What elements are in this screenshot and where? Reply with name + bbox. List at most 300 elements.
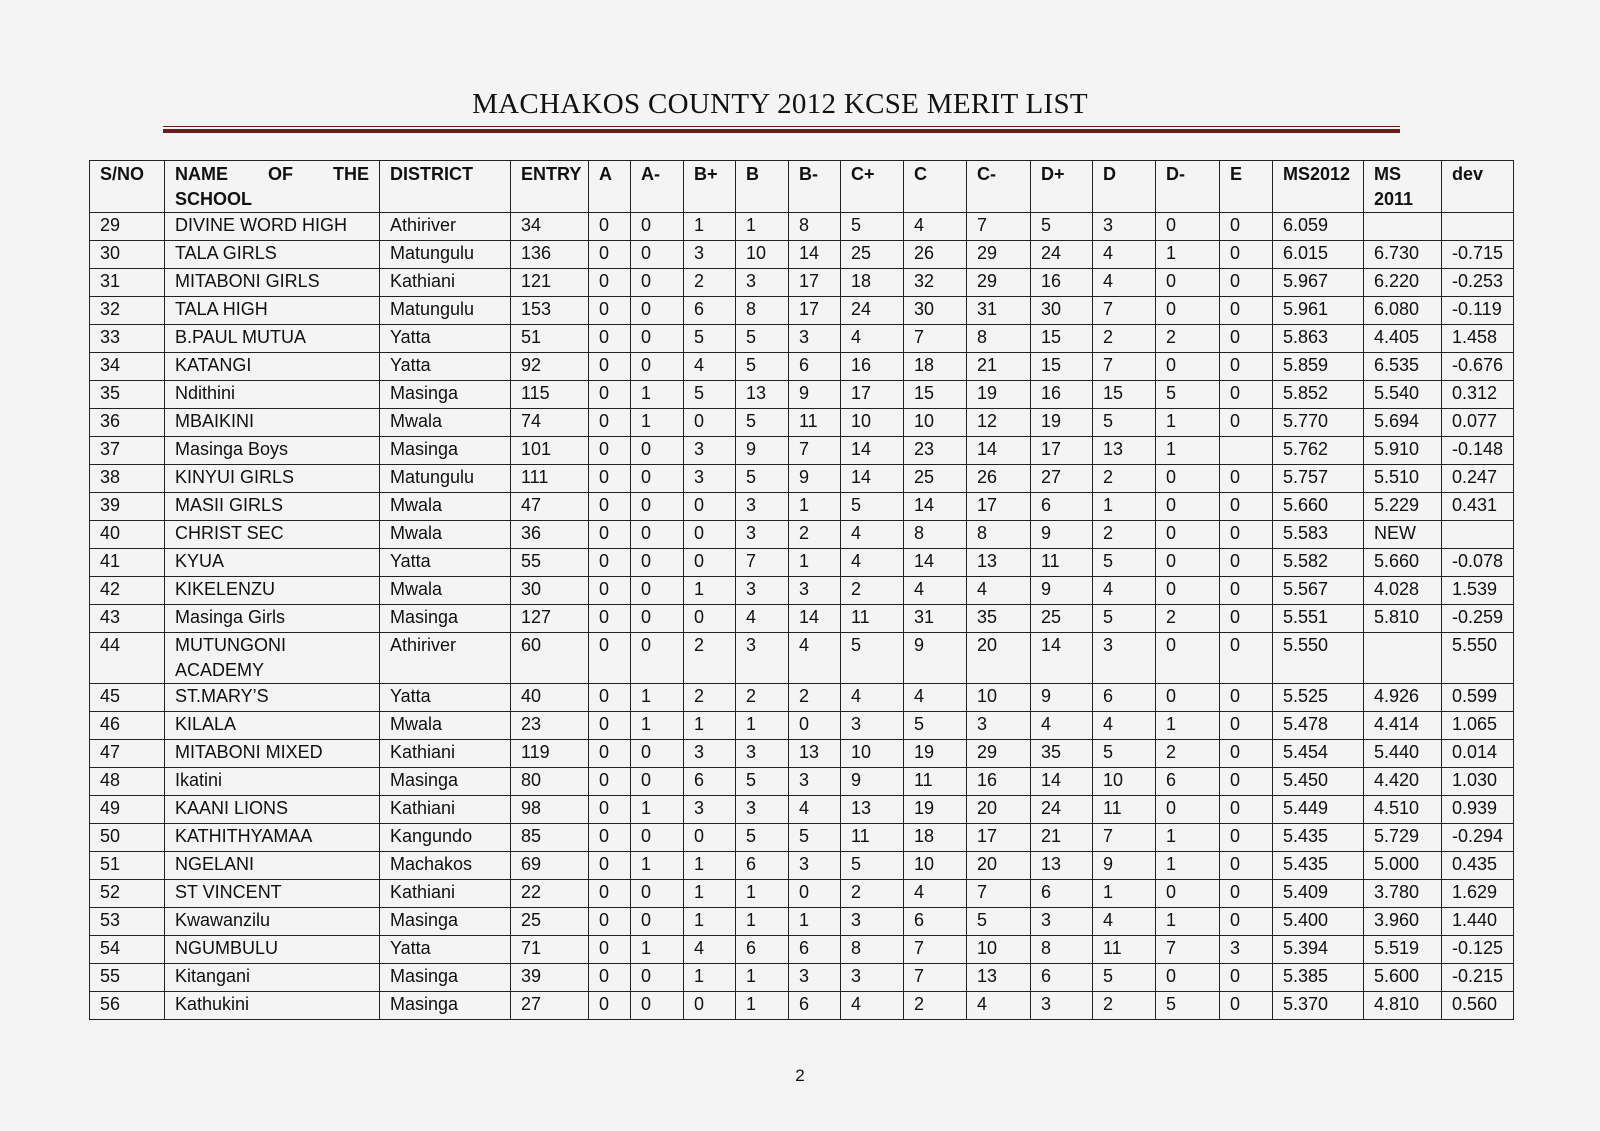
cell-grade-b-minus: 3 [789, 964, 841, 992]
cell-grade-a-minus: 0 [631, 437, 684, 465]
table-row [90, 269, 1514, 297]
cell-ms2011: 3.960 [1364, 908, 1442, 936]
cell-ms2011: 5.694 [1364, 409, 1442, 437]
cell-grade-a: 0 [589, 768, 631, 796]
cell-grade-a: 0 [589, 964, 631, 992]
cell-grade-a: 0 [589, 437, 631, 465]
cell-district: Athiriver [380, 213, 511, 241]
cell-grade-a-minus: 0 [631, 325, 684, 353]
cell-grade-c-minus: 17 [967, 824, 1031, 852]
cell-school-name: KILALA [165, 712, 380, 740]
title-rule-thin [163, 126, 1400, 127]
cell-grade-b-minus: 6 [789, 992, 841, 1020]
cell-grade-b-plus: 0 [684, 992, 736, 1020]
cell-grade-c: 2 [904, 992, 967, 1020]
cell-school-name: NGUMBULU [165, 936, 380, 964]
cell-grade-c-plus: 16 [841, 353, 904, 381]
cell-school-name: MITABONI MIXED [165, 740, 380, 768]
cell-grade-b-plus: 0 [684, 549, 736, 577]
cell-sno: 51 [90, 852, 165, 880]
cell-grade-b-minus: 3 [789, 325, 841, 353]
col-header-name-word-name: NAME [175, 164, 228, 184]
cell-grade-a: 0 [589, 521, 631, 549]
table-row [90, 936, 1514, 964]
cell-grade-c: 6 [904, 908, 967, 936]
table-row [90, 992, 1514, 1020]
table-row [90, 684, 1514, 712]
cell-school-name: Masinga Boys [165, 437, 380, 465]
cell-grade-d-minus: 2 [1156, 325, 1220, 353]
cell-sno: 37 [90, 437, 165, 465]
col-header-dev: dev [1442, 161, 1514, 213]
col-header-entry: ENTRY [511, 161, 589, 213]
cell-entry: 22 [511, 880, 589, 908]
cell-grade-b-minus: 8 [789, 213, 841, 241]
merit-list-body [90, 213, 1514, 1020]
cell-grade-c: 26 [904, 241, 967, 269]
cell-dev: -0.253 [1442, 269, 1514, 297]
cell-grade-d-minus: 1 [1156, 241, 1220, 269]
cell-entry: 127 [511, 605, 589, 633]
table-row [90, 465, 1514, 493]
cell-school-name: KAANI LIONS [165, 796, 380, 824]
cell-ms2012: 5.409 [1273, 880, 1364, 908]
cell-grade-d-plus: 15 [1031, 353, 1093, 381]
cell-entry: 55 [511, 549, 589, 577]
cell-sno: 48 [90, 768, 165, 796]
cell-district: Yatta [380, 353, 511, 381]
cell-grade-b: 3 [736, 577, 789, 605]
cell-ms2012: 5.567 [1273, 577, 1364, 605]
cell-grade-b: 1 [736, 880, 789, 908]
cell-school-name: KINYUI GIRLS [165, 465, 380, 493]
cell-grade-d-plus: 6 [1031, 964, 1093, 992]
cell-grade-e: 0 [1220, 493, 1273, 521]
cell-grade-d: 5 [1093, 740, 1156, 768]
cell-grade-b-minus: 17 [789, 269, 841, 297]
cell-grade-d-plus: 6 [1031, 880, 1093, 908]
col-header-c: C [904, 161, 967, 213]
cell-grade-b: 3 [736, 796, 789, 824]
cell-grade-b: 1 [736, 964, 789, 992]
cell-dev: 1.065 [1442, 712, 1514, 740]
cell-district: Kangundo [380, 824, 511, 852]
cell-grade-a: 0 [589, 297, 631, 325]
cell-grade-c-plus: 11 [841, 824, 904, 852]
cell-grade-b-plus: 4 [684, 353, 736, 381]
cell-grade-d: 7 [1093, 297, 1156, 325]
cell-grade-a-minus: 1 [631, 381, 684, 409]
cell-dev: 1.030 [1442, 768, 1514, 796]
cell-grade-d: 4 [1093, 269, 1156, 297]
cell-school-name: Masinga Girls [165, 605, 380, 633]
cell-grade-d-plus: 16 [1031, 269, 1093, 297]
cell-sno: 55 [90, 964, 165, 992]
cell-sno: 39 [90, 493, 165, 521]
cell-dev: 1.440 [1442, 908, 1514, 936]
cell-grade-c-minus: 10 [967, 936, 1031, 964]
cell-dev: -0.294 [1442, 824, 1514, 852]
cell-grade-c-minus: 31 [967, 297, 1031, 325]
cell-grade-c-plus: 5 [841, 852, 904, 880]
merit-list-table [89, 160, 1514, 1020]
col-header-ms2011: MS 2011 [1364, 161, 1442, 213]
cell-entry: 51 [511, 325, 589, 353]
cell-ms2012: 5.450 [1273, 768, 1364, 796]
cell-grade-d-plus: 9 [1031, 521, 1093, 549]
cell-ms2011: 5.540 [1364, 381, 1442, 409]
cell-sno: 56 [90, 992, 165, 1020]
cell-grade-b: 3 [736, 740, 789, 768]
cell-grade-c-minus: 8 [967, 521, 1031, 549]
cell-grade-b-plus: 3 [684, 740, 736, 768]
cell-grade-c-plus: 18 [841, 269, 904, 297]
cell-district: Mwala [380, 493, 511, 521]
cell-ms2012: 5.859 [1273, 353, 1364, 381]
cell-district: Masinga [380, 992, 511, 1020]
cell-sno: 33 [90, 325, 165, 353]
cell-grade-c-plus: 4 [841, 549, 904, 577]
cell-grade-d-plus: 3 [1031, 992, 1093, 1020]
cell-grade-d-minus: 2 [1156, 740, 1220, 768]
cell-grade-d-plus: 11 [1031, 549, 1093, 577]
cell-school-name: TALA HIGH [165, 297, 380, 325]
cell-grade-b-plus: 0 [684, 409, 736, 437]
cell-ms2011: 4.510 [1364, 796, 1442, 824]
cell-grade-d-minus: 0 [1156, 880, 1220, 908]
cell-grade-a-minus: 0 [631, 880, 684, 908]
cell-sno: 41 [90, 549, 165, 577]
cell-grade-c-plus: 14 [841, 437, 904, 465]
cell-grade-b: 3 [736, 269, 789, 297]
cell-grade-e: 0 [1220, 381, 1273, 409]
cell-grade-b-minus: 9 [789, 381, 841, 409]
cell-grade-a-minus: 1 [631, 409, 684, 437]
cell-grade-e: 0 [1220, 908, 1273, 936]
cell-ms2012: 5.582 [1273, 549, 1364, 577]
cell-grade-a: 0 [589, 381, 631, 409]
cell-grade-b-plus: 1 [684, 577, 736, 605]
cell-grade-c-plus: 2 [841, 577, 904, 605]
cell-grade-d: 13 [1093, 437, 1156, 465]
cell-dev: 1.629 [1442, 880, 1514, 908]
cell-grade-b: 5 [736, 409, 789, 437]
cell-grade-c-minus: 16 [967, 768, 1031, 796]
cell-grade-c-minus: 14 [967, 437, 1031, 465]
cell-entry: 136 [511, 241, 589, 269]
cell-grade-c: 7 [904, 964, 967, 992]
table-row [90, 796, 1514, 824]
cell-grade-a-minus: 0 [631, 577, 684, 605]
cell-grade-c: 9 [904, 633, 967, 684]
cell-grade-c: 19 [904, 740, 967, 768]
cell-dev: -0.259 [1442, 605, 1514, 633]
cell-grade-c-plus: 3 [841, 908, 904, 936]
cell-grade-b-minus: 13 [789, 740, 841, 768]
cell-grade-c-plus: 4 [841, 325, 904, 353]
cell-grade-b: 5 [736, 353, 789, 381]
cell-grade-c: 10 [904, 852, 967, 880]
cell-ms2012: 5.550 [1273, 633, 1364, 684]
cell-entry: 74 [511, 409, 589, 437]
page-number: 2 [795, 1066, 805, 1085]
cell-grade-d-minus: 0 [1156, 964, 1220, 992]
cell-grade-c-plus: 25 [841, 241, 904, 269]
cell-district: Masinga [380, 768, 511, 796]
cell-grade-d-minus: 5 [1156, 992, 1220, 1020]
cell-grade-b-plus: 0 [684, 605, 736, 633]
cell-grade-c: 7 [904, 936, 967, 964]
cell-ms2012: 5.385 [1273, 964, 1364, 992]
cell-sno: 45 [90, 684, 165, 712]
cell-grade-a-minus: 0 [631, 297, 684, 325]
cell-grade-a: 0 [589, 824, 631, 852]
col-header-sno: S/NO [90, 161, 165, 213]
cell-ms2011 [1364, 633, 1442, 684]
table-row [90, 964, 1514, 992]
cell-grade-d-plus: 14 [1031, 633, 1093, 684]
cell-entry: 92 [511, 353, 589, 381]
cell-ms2012: 6.059 [1273, 213, 1364, 241]
cell-grade-c: 31 [904, 605, 967, 633]
cell-grade-d-plus: 3 [1031, 908, 1093, 936]
table-row [90, 577, 1514, 605]
cell-ms2011: 5.810 [1364, 605, 1442, 633]
cell-ms2012: 5.551 [1273, 605, 1364, 633]
cell-district: Mwala [380, 409, 511, 437]
cell-grade-d-plus: 30 [1031, 297, 1093, 325]
cell-grade-b: 9 [736, 437, 789, 465]
cell-dev: 0.435 [1442, 852, 1514, 880]
cell-grade-b-minus: 5 [789, 824, 841, 852]
cell-grade-b: 6 [736, 852, 789, 880]
cell-ms2011: 5.660 [1364, 549, 1442, 577]
cell-grade-d-minus: 0 [1156, 796, 1220, 824]
cell-grade-d: 5 [1093, 409, 1156, 437]
cell-ms2012: 5.967 [1273, 269, 1364, 297]
cell-sno: 46 [90, 712, 165, 740]
cell-dev: 0.599 [1442, 684, 1514, 712]
col-header-a-minus: A- [631, 161, 684, 213]
cell-grade-b-plus: 2 [684, 269, 736, 297]
cell-dev: -0.715 [1442, 241, 1514, 269]
cell-grade-b: 6 [736, 936, 789, 964]
cell-grade-c: 30 [904, 297, 967, 325]
cell-ms2011: 5.729 [1364, 824, 1442, 852]
cell-entry: 23 [511, 712, 589, 740]
cell-grade-d: 11 [1093, 796, 1156, 824]
cell-grade-b-plus: 1 [684, 908, 736, 936]
cell-ms2012: 5.770 [1273, 409, 1364, 437]
cell-ms2011: 5.000 [1364, 852, 1442, 880]
cell-grade-b: 3 [736, 521, 789, 549]
cell-dev: -0.125 [1442, 936, 1514, 964]
cell-grade-d-plus: 24 [1031, 796, 1093, 824]
cell-grade-c-minus: 4 [967, 577, 1031, 605]
cell-grade-c-plus: 2 [841, 880, 904, 908]
cell-grade-b: 13 [736, 381, 789, 409]
table-row [90, 768, 1514, 796]
cell-sno: 42 [90, 577, 165, 605]
cell-grade-e: 0 [1220, 633, 1273, 684]
cell-ms2012: 5.757 [1273, 465, 1364, 493]
cell-grade-e: 0 [1220, 992, 1273, 1020]
cell-sno: 44 [90, 633, 165, 684]
cell-grade-d-minus: 0 [1156, 549, 1220, 577]
cell-grade-a-minus: 1 [631, 852, 684, 880]
cell-grade-e: 0 [1220, 684, 1273, 712]
cell-grade-b-plus: 5 [684, 325, 736, 353]
cell-grade-a: 0 [589, 936, 631, 964]
cell-ms2011: 5.519 [1364, 936, 1442, 964]
cell-school-name: Kwawanzilu [165, 908, 380, 936]
cell-grade-d: 2 [1093, 465, 1156, 493]
cell-grade-b-minus: 3 [789, 577, 841, 605]
cell-grade-b-plus: 2 [684, 633, 736, 684]
cell-ms2012: 5.762 [1273, 437, 1364, 465]
cell-grade-c-plus: 8 [841, 936, 904, 964]
cell-grade-d: 2 [1093, 325, 1156, 353]
cell-entry: 40 [511, 684, 589, 712]
cell-district: Masinga [380, 964, 511, 992]
cell-grade-d: 11 [1093, 936, 1156, 964]
cell-sno: 32 [90, 297, 165, 325]
cell-grade-a-minus: 0 [631, 768, 684, 796]
cell-district: Masinga [380, 908, 511, 936]
cell-grade-c: 14 [904, 549, 967, 577]
cell-grade-e: 0 [1220, 712, 1273, 740]
cell-grade-e: 0 [1220, 353, 1273, 381]
col-header-name-line1 [175, 162, 369, 187]
cell-entry: 119 [511, 740, 589, 768]
cell-sno: 43 [90, 605, 165, 633]
cell-ms2012: 5.863 [1273, 325, 1364, 353]
cell-grade-c-minus: 3 [967, 712, 1031, 740]
cell-grade-c-minus: 21 [967, 353, 1031, 381]
cell-grade-d-plus: 4 [1031, 712, 1093, 740]
cell-grade-e: 0 [1220, 824, 1273, 852]
cell-school-name: KYUA [165, 549, 380, 577]
cell-entry: 85 [511, 824, 589, 852]
cell-grade-d-plus: 9 [1031, 684, 1093, 712]
cell-sno: 30 [90, 241, 165, 269]
cell-grade-a-minus: 0 [631, 605, 684, 633]
cell-grade-c: 4 [904, 577, 967, 605]
cell-grade-c-plus: 11 [841, 605, 904, 633]
cell-ms2011: 4.810 [1364, 992, 1442, 1020]
cell-grade-a-minus: 0 [631, 908, 684, 936]
cell-grade-a-minus: 0 [631, 824, 684, 852]
cell-grade-c-plus: 10 [841, 409, 904, 437]
cell-ms2011: 5.510 [1364, 465, 1442, 493]
cell-grade-a: 0 [589, 605, 631, 633]
cell-dev: -0.148 [1442, 437, 1514, 465]
title-rule-thick [163, 129, 1400, 133]
cell-dev [1442, 521, 1514, 549]
cell-grade-d: 4 [1093, 577, 1156, 605]
cell-grade-c: 4 [904, 880, 967, 908]
cell-grade-b-plus: 1 [684, 852, 736, 880]
cell-grade-d: 9 [1093, 852, 1156, 880]
col-header-d-minus: D- [1156, 161, 1220, 213]
cell-grade-d-minus: 7 [1156, 936, 1220, 964]
cell-entry: 101 [511, 437, 589, 465]
cell-grade-d-minus: 0 [1156, 684, 1220, 712]
cell-ms2012: 5.961 [1273, 297, 1364, 325]
cell-grade-d-plus: 5 [1031, 213, 1093, 241]
col-header-name-word-the: THE [333, 164, 369, 184]
cell-grade-b-minus: 6 [789, 936, 841, 964]
cell-sno: 49 [90, 796, 165, 824]
cell-entry: 30 [511, 577, 589, 605]
cell-grade-c-plus: 5 [841, 633, 904, 684]
cell-grade-c-minus: 26 [967, 465, 1031, 493]
cell-sno: 47 [90, 740, 165, 768]
cell-grade-b-plus: 2 [684, 684, 736, 712]
cell-sno: 34 [90, 353, 165, 381]
table-row [90, 325, 1514, 353]
cell-grade-c-minus: 20 [967, 796, 1031, 824]
cell-grade-a-minus: 0 [631, 964, 684, 992]
cell-ms2011: NEW [1364, 521, 1442, 549]
table-row [90, 381, 1514, 409]
cell-grade-b-plus: 3 [684, 437, 736, 465]
cell-grade-a-minus: 1 [631, 936, 684, 964]
col-header-name-word-of: OF [268, 164, 293, 184]
cell-grade-b-plus: 3 [684, 241, 736, 269]
table-row [90, 908, 1514, 936]
cell-grade-b-minus: 2 [789, 684, 841, 712]
cell-grade-c-plus: 5 [841, 213, 904, 241]
cell-grade-c-minus: 7 [967, 213, 1031, 241]
cell-grade-c-plus: 17 [841, 381, 904, 409]
col-header-d: D [1093, 161, 1156, 213]
page-title: MACHAKOS COUNTY 2012 KCSE MERIT LIST [472, 88, 1088, 120]
cell-entry: 153 [511, 297, 589, 325]
cell-grade-b-minus: 3 [789, 768, 841, 796]
cell-district: Kathiani [380, 269, 511, 297]
cell-grade-a: 0 [589, 852, 631, 880]
cell-grade-d-minus: 0 [1156, 633, 1220, 684]
cell-grade-c: 7 [904, 325, 967, 353]
cell-grade-d-plus: 14 [1031, 768, 1093, 796]
cell-grade-a-minus: 0 [631, 269, 684, 297]
cell-entry: 69 [511, 852, 589, 880]
table-row [90, 241, 1514, 269]
cell-grade-b-minus: 0 [789, 712, 841, 740]
cell-grade-d-minus: 1 [1156, 852, 1220, 880]
cell-grade-d: 5 [1093, 964, 1156, 992]
cell-district: Machakos [380, 852, 511, 880]
cell-dev: 0.560 [1442, 992, 1514, 1020]
cell-sno: 38 [90, 465, 165, 493]
cell-grade-a: 0 [589, 684, 631, 712]
cell-grade-c-minus: 29 [967, 740, 1031, 768]
cell-sno: 29 [90, 213, 165, 241]
cell-grade-c: 19 [904, 796, 967, 824]
title-double-rule [163, 126, 1400, 133]
cell-grade-b-plus: 0 [684, 493, 736, 521]
cell-grade-c-plus: 4 [841, 521, 904, 549]
cell-dev [1442, 213, 1514, 241]
cell-district: Masinga [380, 381, 511, 409]
cell-grade-b: 1 [736, 908, 789, 936]
cell-sno: 31 [90, 269, 165, 297]
cell-dev: -0.215 [1442, 964, 1514, 992]
cell-ms2012: 5.454 [1273, 740, 1364, 768]
cell-district: Kathiani [380, 740, 511, 768]
cell-ms2011: 4.028 [1364, 577, 1442, 605]
